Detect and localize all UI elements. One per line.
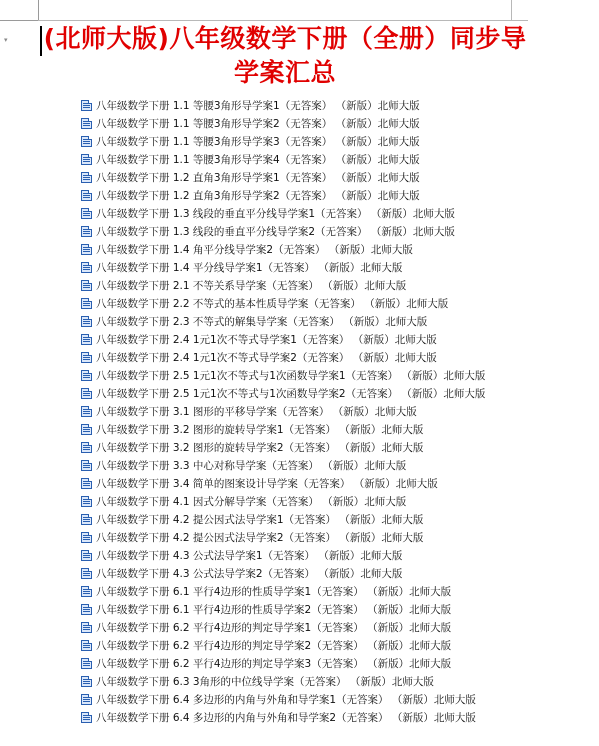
embedded-file-list [81, 96, 591, 726]
list-item[interactable] [81, 708, 591, 726]
word-document-icon [81, 334, 92, 345]
list-item[interactable] [81, 330, 591, 348]
list-item[interactable] [81, 690, 591, 708]
list-item[interactable] [81, 402, 591, 420]
word-document-icon [81, 622, 92, 633]
page-corner-vertical [38, 0, 39, 20]
word-document-icon [81, 370, 92, 381]
list-item[interactable] [81, 132, 591, 150]
word-document-icon [81, 316, 92, 327]
list-item-label: 八年级数学下册 3.1 图形的平移导学案（无答案） （新版）北师大版 [96, 405, 417, 418]
word-document-icon [81, 604, 92, 615]
list-item[interactable] [81, 636, 591, 654]
list-item-label: 八年级数学下册 1.3 线段的垂直平分线导学案2（无答案） （新版）北师大版 [96, 225, 455, 238]
list-item-label: 八年级数学下册 1.4 角平分线导学案2（无答案） （新版）北师大版 [96, 243, 413, 256]
word-document-icon [81, 712, 92, 723]
list-item-label: 八年级数学下册 6.4 多边形的内角与外角和导学案2（无答案） （新版）北师大版 [96, 711, 476, 724]
word-document-icon [81, 154, 92, 165]
word-document-icon [81, 244, 92, 255]
page-corner-right [511, 0, 512, 20]
list-item-label: 八年级数学下册 2.5 1元1次不等式与1次函数导学案2（无答案） （新版）北师大版 [96, 387, 486, 400]
list-item[interactable] [81, 168, 591, 186]
list-item[interactable] [81, 204, 591, 222]
list-item-label: 八年级数学下册 3.2 图形的旋转导学案2（无答案） （新版）北师大版 [96, 441, 424, 454]
document-title: (北师大版)八年级数学下册（全册）同步导学案汇总 [43, 24, 527, 87]
list-item-label: 八年级数学下册 1.1 等腰3角形导学案2（无答案） （新版）北师大版 [96, 117, 420, 130]
list-item-label: 八年级数学下册 2.1 不等关系导学案（无答案） （新版）北师大版 [96, 279, 407, 292]
list-item-label: 八年级数学下册 1.4 平分线导学案1（无答案） （新版）北师大版 [96, 261, 403, 274]
list-item[interactable] [81, 474, 591, 492]
list-item[interactable] [81, 150, 591, 168]
word-document-icon [81, 442, 92, 453]
list-item[interactable] [81, 276, 591, 294]
list-item-label: 八年级数学下册 4.2 提公因式法导学案2（无答案） （新版）北师大版 [96, 531, 424, 544]
list-item[interactable] [81, 258, 591, 276]
page-corner-horizontal [0, 20, 38, 21]
word-document-icon [81, 460, 92, 471]
list-item-label: 八年级数学下册 3.4 简单的图案设计导学案（无答案） （新版）北师大版 [96, 477, 438, 490]
list-item[interactable] [81, 600, 591, 618]
list-item[interactable] [81, 618, 591, 636]
word-document-icon [81, 568, 92, 579]
list-item-label: 八年级数学下册 6.1 平行4边形的性质导学案2（无答案） （新版）北师大版 [96, 603, 452, 616]
word-document-icon [81, 388, 92, 399]
list-item-label: 八年级数学下册 1.1 等腰3角形导学案4（无答案） （新版）北师大版 [96, 153, 420, 166]
list-item[interactable] [81, 654, 591, 672]
text-cursor [40, 26, 42, 56]
list-item-label: 八年级数学下册 6.3 3角形的中位线导学案（无答案） （新版）北师大版 [96, 675, 434, 688]
list-item[interactable] [81, 366, 591, 384]
list-item[interactable] [81, 492, 591, 510]
list-item-label: 八年级数学下册 1.3 线段的垂直平分线导学案1（无答案） （新版）北师大版 [96, 207, 455, 220]
list-item-label: 八年级数学下册 1.2 直角3角形导学案2（无答案） （新版）北师大版 [96, 189, 420, 202]
list-item[interactable] [81, 240, 591, 258]
word-document-icon [81, 586, 92, 597]
word-document-icon [81, 406, 92, 417]
list-item[interactable] [81, 438, 591, 456]
list-item[interactable] [81, 222, 591, 240]
list-item[interactable] [81, 384, 591, 402]
list-item-label: 八年级数学下册 4.2 提公因式法导学案1（无答案） （新版）北师大版 [96, 513, 424, 526]
list-item-label: 八年级数学下册 2.3 不等式的解集导学案（无答案） （新版）北师大版 [96, 315, 428, 328]
margin-marker-icon: ▾ [4, 36, 8, 44]
word-document-icon [81, 226, 92, 237]
list-item[interactable] [81, 114, 591, 132]
list-item-label: 八年级数学下册 4.3 公式法导学案2（无答案） （新版）北师大版 [96, 567, 403, 580]
word-document-icon [81, 118, 92, 129]
list-item[interactable] [81, 582, 591, 600]
word-document-icon [81, 640, 92, 651]
word-document-icon [81, 532, 92, 543]
word-document-icon [81, 100, 92, 111]
list-item-label: 八年级数学下册 1.2 直角3角形导学案1（无答案） （新版）北师大版 [96, 171, 420, 184]
word-document-icon [81, 352, 92, 363]
word-document-icon [81, 280, 92, 291]
list-item-label: 八年级数学下册 2.4 1元1次不等式导学案1（无答案） （新版）北师大版 [96, 333, 437, 346]
list-item-label: 八年级数学下册 6.4 多边形的内角与外角和导学案1（无答案） （新版）北师大版 [96, 693, 476, 706]
list-item[interactable] [81, 672, 591, 690]
word-document-icon [81, 172, 92, 183]
word-document-icon [81, 514, 92, 525]
list-item-label: 八年级数学下册 3.3 中心对称导学案（无答案） （新版）北师大版 [96, 459, 407, 472]
list-item-label: 八年级数学下册 1.1 等腰3角形导学案3（无答案） （新版）北师大版 [96, 135, 420, 148]
list-item[interactable] [81, 456, 591, 474]
word-document-icon [81, 496, 92, 507]
word-document-icon [81, 262, 92, 273]
list-item-label: 八年级数学下册 6.2 平行4边形的判定导学案3（无答案） （新版）北师大版 [96, 657, 452, 670]
list-item-label: 八年级数学下册 6.2 平行4边形的判定导学案2（无答案） （新版）北师大版 [96, 639, 452, 652]
list-item[interactable] [81, 312, 591, 330]
list-item[interactable] [81, 294, 591, 312]
list-item[interactable] [81, 564, 591, 582]
word-document-icon [81, 298, 92, 309]
list-item-label: 八年级数学下册 2.5 1元1次不等式与1次函数导学案1（无答案） （新版）北师大版 [96, 369, 486, 382]
word-document-icon [81, 694, 92, 705]
list-item-label: 八年级数学下册 6.1 平行4边形的性质导学案1（无答案） （新版）北师大版 [96, 585, 452, 598]
list-item[interactable] [81, 420, 591, 438]
word-document-icon [81, 424, 92, 435]
word-document-icon [81, 550, 92, 561]
list-item[interactable] [81, 96, 591, 114]
list-item-label: 八年级数学下册 2.2 不等式的基本性质导学案（无答案） （新版）北师大版 [96, 297, 449, 310]
list-item-label: 八年级数学下册 4.1 因式分解导学案（无答案） （新版）北师大版 [96, 495, 407, 508]
list-item-label: 八年级数学下册 2.4 1元1次不等式导学案2（无答案） （新版）北师大版 [96, 351, 437, 364]
list-item[interactable] [81, 528, 591, 546]
list-item-label: 八年级数学下册 4.3 公式法导学案1（无答案） （新版）北师大版 [96, 549, 403, 562]
list-item[interactable] [81, 510, 591, 528]
word-document-icon [81, 658, 92, 669]
list-item-label: 八年级数学下册 3.2 图形的旋转导学案1（无答案） （新版）北师大版 [96, 423, 424, 436]
word-document-icon [81, 478, 92, 489]
list-item[interactable] [81, 546, 591, 564]
word-document-icon [81, 676, 92, 687]
word-document-icon [81, 136, 92, 147]
page-top-border [38, 20, 528, 21]
word-document-icon [81, 190, 92, 201]
word-document-icon [81, 208, 92, 219]
list-item-label: 八年级数学下册 1.1 等腰3角形导学案1（无答案） （新版）北师大版 [96, 99, 420, 112]
list-item-label: 八年级数学下册 6.2 平行4边形的判定导学案1（无答案） （新版）北师大版 [96, 621, 452, 634]
list-item[interactable] [81, 186, 591, 204]
list-item[interactable] [81, 348, 591, 366]
